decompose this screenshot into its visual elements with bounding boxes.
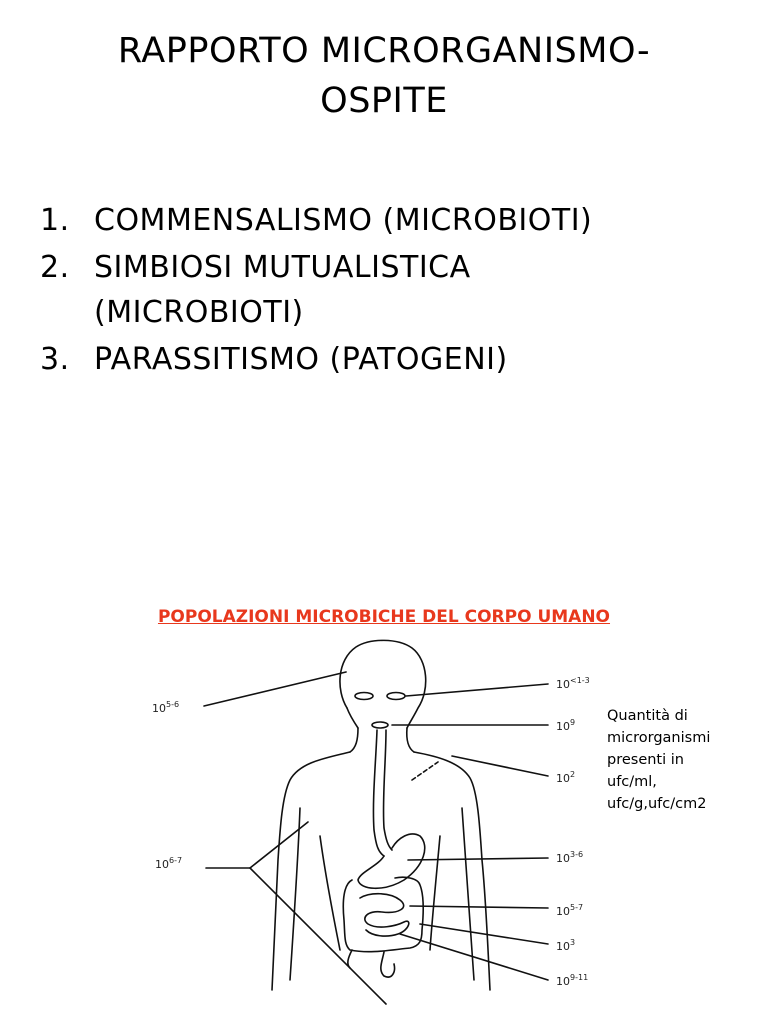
label-airways-exp: 2 [570, 770, 576, 779]
esophagus [373, 730, 384, 856]
list-text: SIMBIOSI MUTUALISTICA [94, 250, 471, 285]
mouth [372, 722, 388, 728]
label-mouth-exp: 9 [570, 718, 576, 727]
neck-right [407, 728, 414, 752]
label-skin-exp: 5-6 [166, 700, 180, 709]
list-text: COMMENSALISMO (MICROBIOTI) [94, 203, 593, 238]
leader-limbs-2 [250, 822, 308, 868]
esophagus-inner [383, 730, 392, 850]
rectum [381, 952, 395, 977]
label-small-int-exp: 5-7 [570, 903, 584, 912]
title-line-1: RAPPORTO MICRORGANISMO- [117, 31, 651, 71]
side-note-line: presenti in [607, 752, 684, 768]
label-limbs [155, 856, 182, 871]
list-number: 3. [40, 342, 70, 377]
label-mouth [556, 718, 575, 733]
label-colon-exp: 9-11 [570, 973, 589, 982]
diagram-subtitle: POPOLAZIONI MICROBICHE DEL CORPO UMANO [157, 607, 611, 627]
label-eyes-exp: <1-3 [570, 676, 590, 685]
side-note-line: Quantità di [607, 708, 688, 724]
left-hip [320, 836, 340, 950]
head-outline [340, 640, 426, 728]
label-ileum [556, 938, 575, 953]
label-ileum-exp: 3 [570, 938, 576, 947]
list-text: PARASSITISMO (PATOGENI) [94, 342, 508, 377]
face-outline [347, 708, 358, 728]
label-eyes-base: 10 [556, 678, 570, 691]
side-note-line: microrganismi [607, 730, 711, 746]
label-colon-base: 10 [556, 975, 570, 988]
list-text-continuation: (MICROBIOTI) [94, 295, 304, 330]
leader-stomach [408, 858, 548, 860]
leader-small-int [410, 906, 548, 908]
leader-ileum [420, 924, 548, 944]
label-airways-base: 10 [556, 772, 570, 785]
airways [412, 762, 438, 780]
neck-left [350, 728, 358, 752]
label-limbs-base: 10 [155, 858, 169, 871]
leader-skin [204, 672, 346, 706]
torso-right-outline [414, 752, 490, 990]
label-limbs-exp: 6-7 [169, 856, 183, 865]
small-intestine [360, 894, 409, 936]
label-mouth-base: 10 [556, 720, 570, 733]
right-eye [387, 693, 405, 700]
left-eye [355, 693, 373, 700]
label-eyes [556, 676, 590, 691]
leader-limbs-3 [250, 868, 386, 1004]
list-number: 2. [40, 250, 70, 285]
torso-left-outline [272, 752, 350, 990]
label-stomach-base: 10 [556, 852, 570, 865]
label-small-int-base: 10 [556, 905, 570, 918]
label-skin-base: 10 [152, 702, 166, 715]
title-line-2: OSPITE [320, 81, 448, 121]
side-note-line: ufc/g,ufc/cm2 [607, 796, 707, 812]
left-inner-arm [290, 808, 300, 980]
right-hip [430, 836, 440, 950]
label-colon [556, 973, 588, 988]
list-number: 1. [40, 203, 70, 238]
label-stomach-exp: 3-6 [570, 850, 584, 859]
leader-eyes [406, 684, 548, 696]
label-stomach [556, 850, 583, 865]
appendix [348, 950, 352, 968]
label-skin [152, 700, 179, 715]
label-airways [556, 770, 575, 785]
side-note-line: ufc/ml, [607, 774, 657, 790]
label-ileum-base: 10 [556, 940, 570, 953]
label-small-intestine [556, 903, 583, 918]
